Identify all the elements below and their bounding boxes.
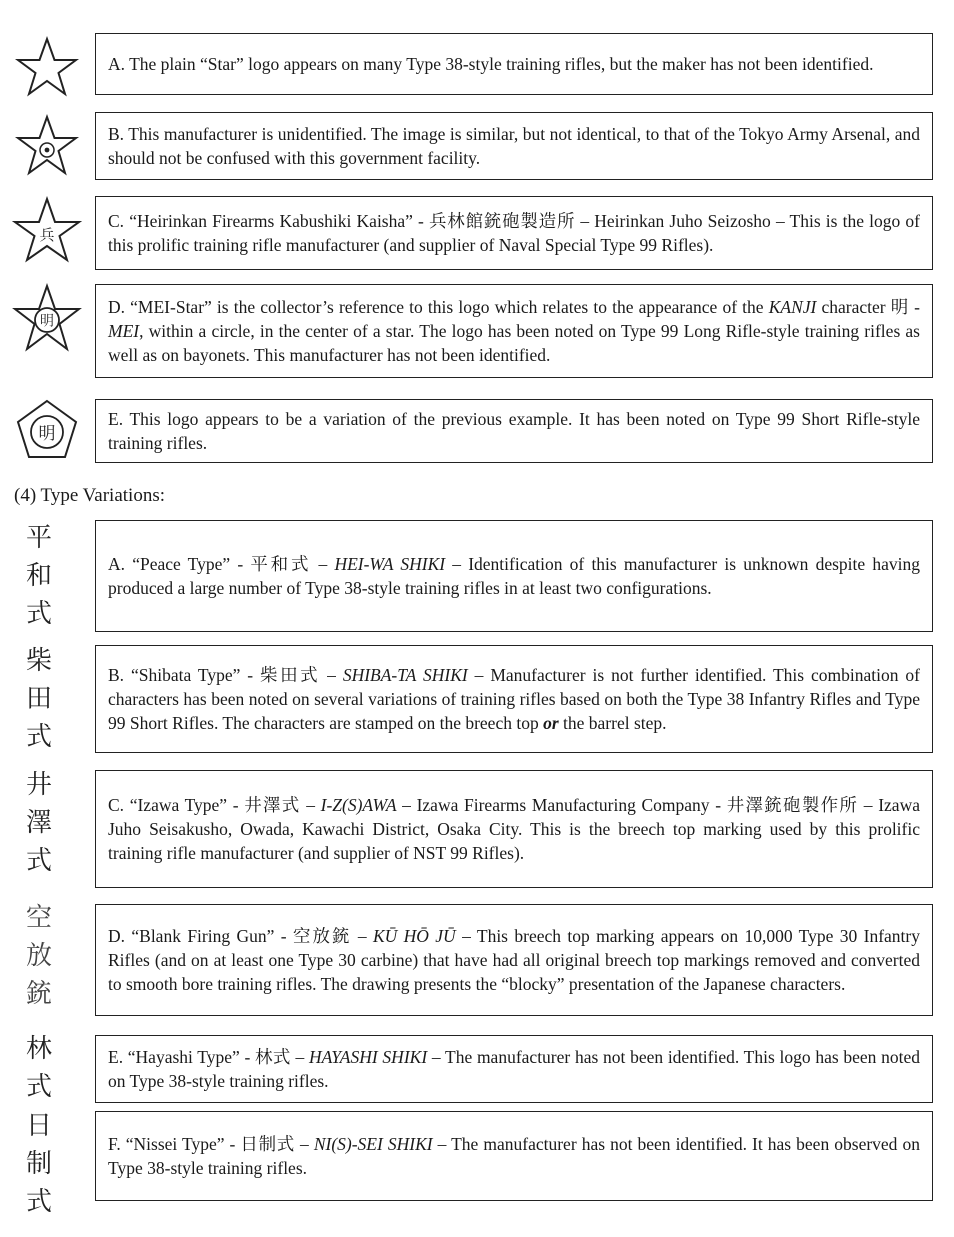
kanji-hayashi: 林 式 [25,1034,52,1102]
star-dot-icon [14,114,80,178]
mei-glyph: 明 [40,313,54,330]
hei-glyph: 兵 [39,226,55,244]
logo-d-description: D. “MEI-Star” is the collector’s reference to this logo which relates to the appearance of the KANJI character 明 - MEI, within a circle, in the center of a star. The logo has been noted on Type 99 Long Rifle-style training rifles as well as on bayonets. This manufacturer has not been identified. [95,284,933,378]
mei-pentagon-icon [14,398,80,462]
logo-c-description: C. “Heirinkan Firearms Kabushiki Kaisha” - 兵林館銃砲製造所 – Heirinkan Juho Seizosho – This is the logo of this prolific training rifle manufacturer (and supplier of Naval Special Type 99 Rifles). [95,196,933,270]
type-d-description: D. “Blank Firing Gun” - 空放銃 – KŪ HŌ JŪ – This breech top marking appears on 10,000 Type 30 Infantry Rifles (and on at least one Type 30 carbine) that have had all original breech top markings removed and converted to smooth bore training rifles. The drawing presents the “blocky” presentation of the Japanese characters. [95,904,933,1016]
mei-star-icon [12,283,82,353]
type-b-description: B. “Shibata Type” - 柴田式 – SHIBA-TA SHIKI – Manufacturer is not further identified. This combination of characters has been noted on several variations of training rifles based on both the Type 38 Infantry Rifles and Type 99 Short Rifles. The characters are stamped on the breech top or the barrel step. [95,645,933,753]
type-c-description: C. “Izawa Type” - 井澤式 – I-Z(S)AWA – Izawa Firearms Manufacturing Company - 井澤銃砲製作所 – Izawa Juho Seisakusho, Owada, Kawachi District, Osaka City. This is the breech top marking used by this prolific training rifle manufacturer (and supplier of NST 99 Rifles). [95,770,933,888]
star-hei-icon [12,196,82,264]
logo-a-description: A. The plain “Star” logo appears on many Type 38-style training rifles, but the maker has not been identified. [95,33,933,95]
type-a-description: A. “Peace Type” - 平和式 – HEI-WA SHIKI – Identification of this manufacturer is unknown despite having produced a large number of Type 38-style training rifles in at least two configurations. [95,520,933,632]
logo-b-description: B. This manufacturer is unidentified. The image is similar, but not identical, to that of the Tokyo Army Arsenal, and should not be confused with this government facility. [95,112,933,180]
mei-glyph: 明 [38,424,56,444]
star-icon [14,36,80,98]
logo-e-description: E. This logo appears to be a variation of the previous example. It has been noted on Type 99 Short Rifle-style training rifles. [95,399,933,463]
kanji-nissei: 日 制 式 [25,1111,52,1217]
kanji-heiwa: 平 和 式 [25,523,52,629]
kanji-izawa: 井 澤 式 [25,770,52,876]
section-heading: (4) Type Variations: [14,485,165,506]
kanji-kuhoju: 空 放 銃 [25,903,52,1009]
type-f-description: F. “Nissei Type” - 日制式 – NI(S)-SEI SHIKI – The manufacturer has not been identified. It has been observed on Type 38-style training rifles. [95,1111,933,1201]
kanji-shibata: 柴 田 式 [25,646,52,752]
type-e-description: E. “Hayashi Type” - 林式 – HAYASHI SHIKI – The manufacturer has not been identified. This logo has been noted on Type 38-style training rifles. [95,1035,933,1103]
